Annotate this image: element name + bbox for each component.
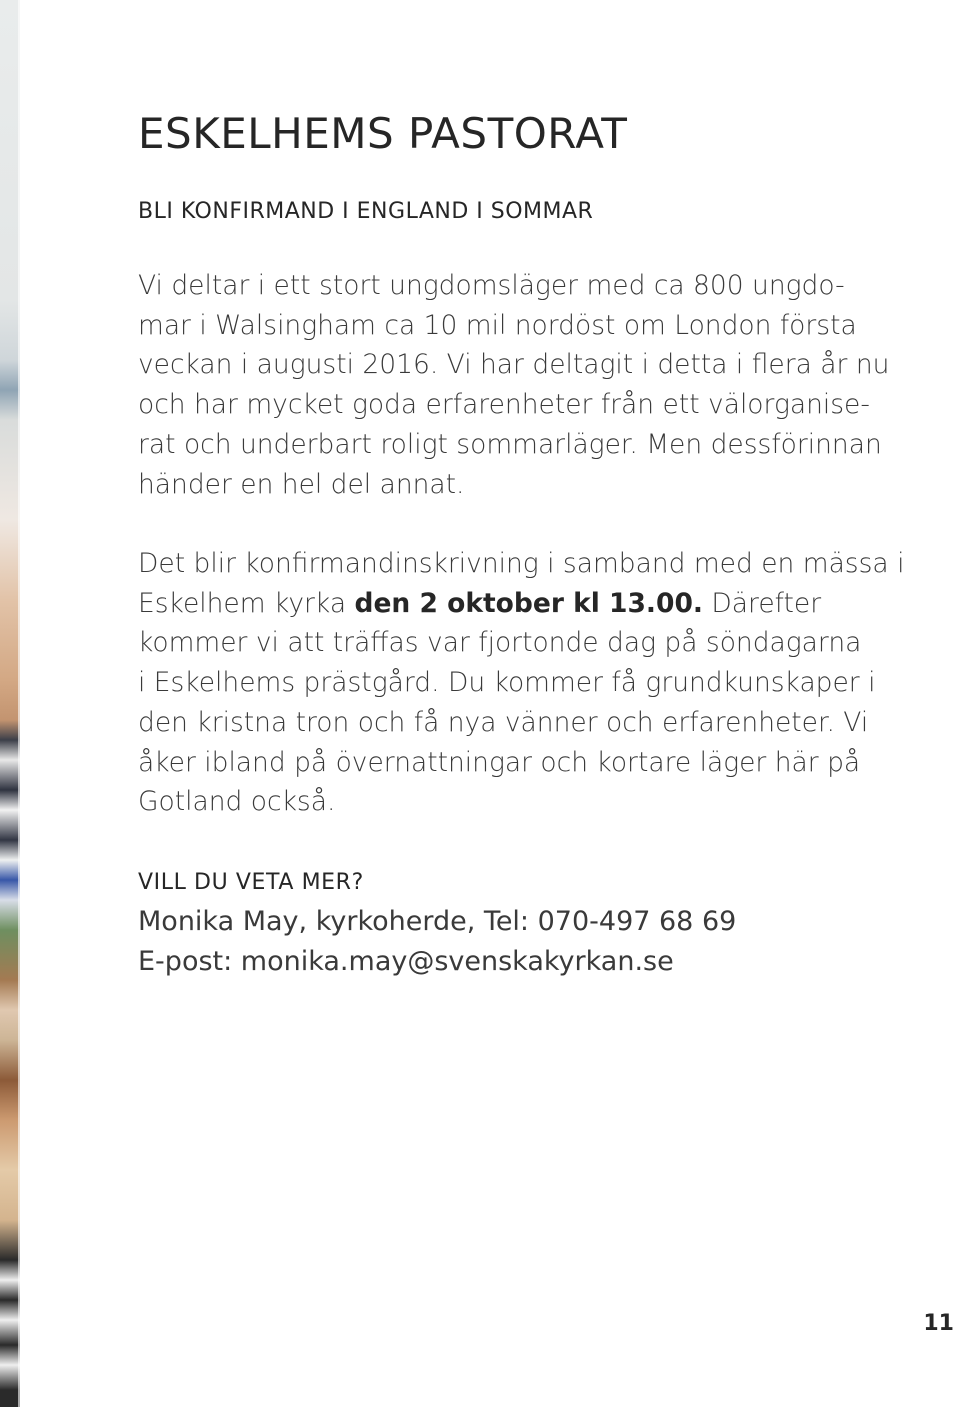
paragraph-line: Det blir konfirmandinskrivning i samband med en mässa i — [138, 548, 905, 579]
section-subtitle: BLI KONFIRMAND I ENGLAND I SOMMAR — [138, 199, 594, 224]
paragraph-line: mar i Walsingham ca 10 mil nordöst om London första — [138, 309, 857, 341]
page-number: 11 — [923, 1311, 954, 1336]
paragraph-line: i Eskelhems prästgård. Du kommer få grundkunskaper i — [138, 667, 876, 699]
paragraph-line: Gotland också. — [138, 786, 336, 818]
details-paragraph — [138, 544, 904, 822]
page-title: ESKELHEMS PASTORAT — [138, 109, 628, 158]
contact-phone: Monika May, kyrkoherde, Tel: 070-497 68 69 — [138, 906, 737, 937]
paragraph-line: rat och underbart roligt sommarläger. Men dessförinnan — [138, 428, 882, 460]
date-suffix: Därefter — [702, 587, 822, 619]
paragraph-line: och har mycket goda erfarenheter från ett välorganise- — [138, 389, 870, 421]
paragraph-line-date — [138, 584, 904, 624]
info-heading: VILL DU VETA MER? — [138, 870, 364, 895]
photo-edge — [18, 0, 21, 1407]
paragraph-line: den kristna tron och få nya vänner och erfarenheter. Vi — [138, 706, 869, 738]
paragraph-line: händer en hel del annat. — [138, 468, 465, 500]
paragraph-line: Vi deltar i ett stort ungdomsläger med ca 800 ungdo- — [138, 270, 845, 301]
date-prefix: Eskelhem kyrka — [138, 587, 355, 619]
intro-paragraph — [138, 266, 889, 504]
paragraph-line: veckan i augusti 2016. Vi har deltagit i detta i flera år nu — [138, 349, 890, 381]
event-date: den 2 oktober kl 13.00. — [354, 587, 703, 619]
contact-block — [138, 902, 736, 982]
paragraph-line: kommer vi att träffas var fjortonde dag på söndagarna — [138, 627, 862, 659]
side-photo-strip — [0, 0, 20, 1407]
paragraph-line: åker ibland på övernattningar och kortare läger här på — [138, 746, 861, 778]
contact-email: E-post: monika.may@svenskakyrkan.se — [138, 946, 674, 977]
